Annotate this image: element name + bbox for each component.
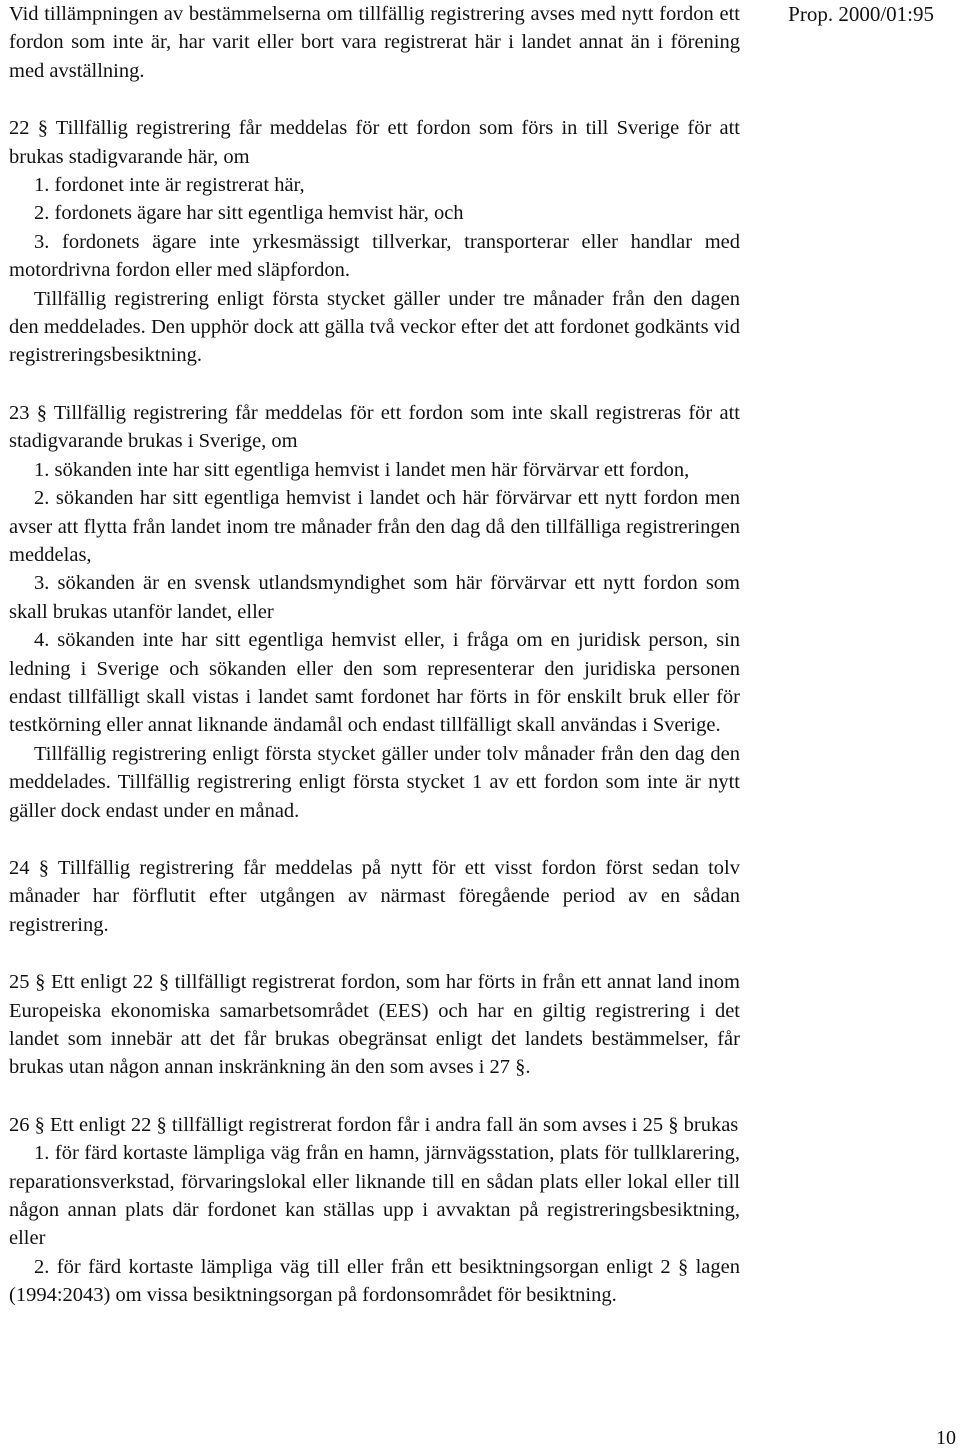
section-26 xyxy=(9,1111,740,1310)
section-23 xyxy=(9,399,740,825)
section-intro xyxy=(9,0,740,85)
list-item: 2. för färd kortaste lämpliga väg till eller från ett besiktningsorgan enligt 2 § lagen (1994:2043) om vissa besiktningsorgan på fordonsområdet för besiktning. xyxy=(9,1255,740,1307)
section-heading-paragraph: 25 § Ett enligt 22 § tillfälligt registrerat fordon, som har förts in från ett annat land inom Europeiska ekonomiska samarbetsområdet (EES) och har en giltig registrering i det landet som innebär att det får brukas obegränsat enligt det landets bestämmelser, får brukas utan någon annan inskränkning än den som avses i 27 §. xyxy=(9,971,740,1079)
document-body xyxy=(9,0,740,1310)
paragraph: Tillfällig registrering enligt första stycket gäller under tolv månader från den dag den meddelades. Tillfällig registrering enligt första stycket 1 av ett fordon som inte är nytt gäller dock endast under en månad. xyxy=(9,742,740,822)
list-item: 3. fordonets ägare inte yrkesmässigt tillverkar, transporterar eller handlar med motordrivna fordon eller med släpfordon. xyxy=(9,230,740,282)
section-25 xyxy=(9,968,740,1082)
section-heading-paragraph: 23 § Tillfällig registrering får meddelas för ett fordon som inte skall registreras för att stadigvarande brukas i Sverige, om xyxy=(9,401,740,453)
document-reference: Prop. 2000/01:95 xyxy=(788,2,934,26)
list-item: 1. fordonet inte är registrerat här, xyxy=(34,174,305,197)
page-number: 10 xyxy=(936,1427,956,1449)
list-item: 3. sökanden är en svensk utlandsmyndighet som här förvärvar ett nytt fordon som skall brukas utanför landet, eller xyxy=(9,572,740,623)
section-heading-paragraph: 26 § Ett enligt 22 § tillfälligt registrerat fordon får i andra fall än som avses i 25 § brukas xyxy=(9,1113,739,1136)
section-heading-paragraph: 22 § Tillfällig registrering får meddelas för ett fordon som förs in till Sverige för att brukas stadigvarande här, om xyxy=(9,117,740,168)
paragraph: Vid tillämpningen av bestämmelserna om tillfällig registrering avses med nytt fordon ett fordon som inte är, har varit eller bort vara registrerat här i landet annat än i förening med avställning. xyxy=(9,3,740,82)
section-22 xyxy=(9,114,740,370)
paragraph: Tillfällig registrering enligt första stycket gäller under tre månader från den dagen den meddelades. Den upphör dock att gälla två veckor efter det att fordonet godkänts vid registreringsbesiktning. xyxy=(9,287,740,367)
list-item: 2. fordonets ägare har sitt egentliga hemvist här, och xyxy=(34,202,464,225)
list-item: 1. sökanden inte har sitt egentliga hemvist i landet men här förvärvar ett fordon, xyxy=(34,458,690,481)
section-heading-paragraph: 24 § Tillfällig registrering får meddelas på nytt för ett visst fordon först sedan tolv månader har förflutit efter utgången av närmast föregående period av en sådan registrering. xyxy=(9,856,740,936)
list-item: 2. sökanden har sitt egentliga hemvist i landet och här förvärvar ett nytt fordon men avser att flytta från landet inom tre månader från den dag då den tillfälliga registreringen meddelas, xyxy=(9,487,740,566)
list-item: 1. för färd kortaste lämpliga väg från en hamn, järnvägsstation, plats för tullklarering, reparationsverkstad, förvaringslokal eller liknande till en sådan plats eller lokal eller till någon annan plats där fordonet kan ställas upp i avvaktan på registreringsbesiktning, eller xyxy=(9,1142,740,1250)
list-item: 4. sökanden inte har sitt egentliga hemvist eller, i fråga om en juridisk person, sin ledning i Sverige och sökanden eller den som representerar den juridiska personen endast tillfälligt skall vistas i landet samt fordonet har förts in för enskilt bruk eller för testkörning eller annat liknande ändamål och endast tillfälligt skall användas i Sverige. xyxy=(9,629,740,737)
section-24 xyxy=(9,854,740,939)
